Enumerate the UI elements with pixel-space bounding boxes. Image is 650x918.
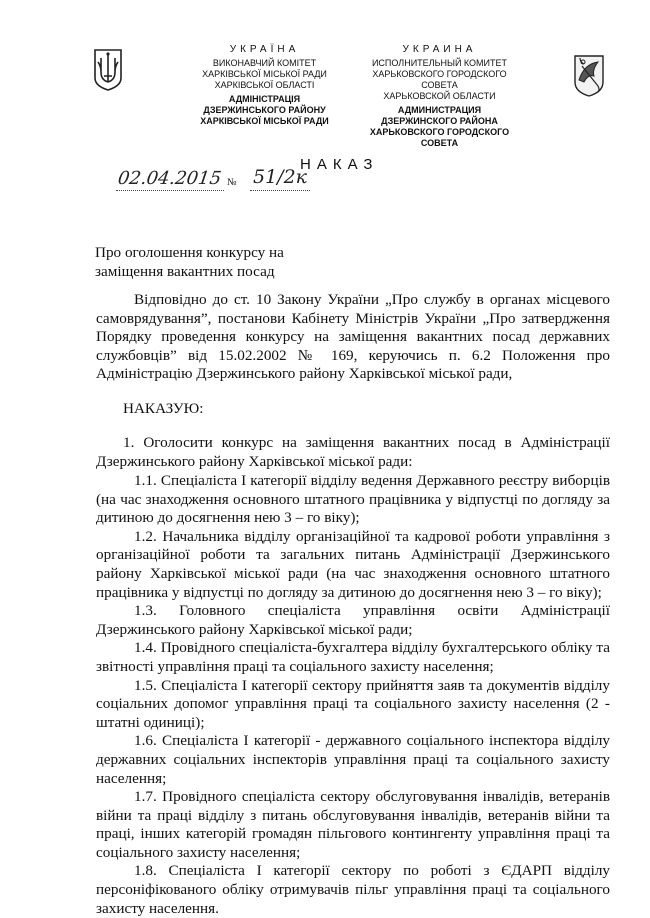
- decree-word: НАКАЗУЮ:: [123, 400, 204, 417]
- country-name: УКРАЇНА: [229, 44, 300, 55]
- subject-line: Про оголошення конкурсу на: [95, 244, 284, 261]
- order-number: 51/2к: [253, 166, 308, 188]
- list-item: 1.3. Головного спеціаліста управління освіти Адміністрації Дзержинського району Харківської міської ради;: [96, 602, 610, 638]
- date-underline: [116, 190, 224, 191]
- administration-line: ХАРКІВСЬКОЇ МІСЬКОЇ РАДИ: [200, 116, 329, 126]
- intro-paragraph: 1. Оголосити конкурс на заміщення вакантних посад в Адміністрації Дзержинського району Харківської міської ради:: [96, 434, 610, 470]
- vacancy-list: [96, 472, 610, 918]
- list-item: 1.1. Спеціаліста І категорії відділу ведення Державного реєстру виборців (на час знаходження основного штатного працівника у відпустці по догляду за дитиною до досягнення нею 3 – го віку);: [96, 472, 610, 527]
- committee-line: ХАРКІВСЬКОЇ МІСЬКОЇ РАДИ: [202, 69, 327, 79]
- administration-line: АДМИНИСТРАЦИЯ: [397, 105, 482, 115]
- kharkiv-coat-of-arms-icon: [572, 52, 606, 98]
- subject-line: заміщення вакантних посад: [95, 262, 275, 280]
- committee-line: ИСПОЛНИТЕЛЬНЫЙ КОМИТЕТ: [371, 58, 508, 68]
- number-underline: [250, 190, 310, 191]
- list-item: 1.2. Начальника відділу організаційної та кадрової роботи управління з організаційної роботи та загальних питань Адміністрації Дзержинського району Харківської міської ради (на час знаходження основного штатного працівника у відпустці по догляду за дитиною до досягнення нею 3 – го віку);: [96, 527, 610, 601]
- administration-line: ДЗЕРЖИНСЬКОГО РАЙОНУ: [203, 105, 326, 115]
- administration-line: ДЗЕРЖИНСКОГО РАЙОНА: [381, 116, 498, 126]
- list-item: 1.6. Спеціаліста І категорії - державного соціального інспектора відділу державних соціальних інспекторів управління праці та соціального захисту населення;: [96, 732, 610, 787]
- list-item: 1.7. Провідного спеціаліста сектору обслуговування інвалідів, ветеранів війни та праці відділу з питань обслуговування інвалідів, ветеранів війни та праці, інших категорій громадян пільгового контингенту управління праці та соціального захисту населення;: [96, 788, 610, 861]
- country-name: УКРАИНА: [402, 44, 477, 55]
- header-russian: [357, 44, 522, 149]
- list-item: 1.4. Провідного спеціаліста-бухгалтера відділу бухгалтерського обліку та звітності управління праці та соціального захисту населення;: [96, 639, 610, 675]
- ukraine-coat-of-arms-icon: [93, 48, 123, 92]
- preamble-paragraph: Відповідно до ст. 10 Закону України „Про службу в органах місцевого самоврядування”, постанови Кабінету Міністрів України „Про затвердження Порядку проведення конкурсу на заміщення вакантних посад державних службовців” від 15.02.2002 № 169, керуючись п. 6.2 Положення про Адміністрацію Дзержинського району Харківської міської ради,: [96, 291, 610, 383]
- committee-line: ВИКОНАВЧИЙ КОМІТЕТ: [212, 58, 317, 68]
- committee-line: ХАРЬКОВСКОГО ГОРОДСКОГО СОВЕТА: [372, 69, 507, 90]
- list-item: 1.8. Спеціаліста І категорії сектору по роботі з ЄДАРП відділу персоніфікованого обліку отримувачів пільг управління праці та соціального захисту населення.: [96, 862, 610, 917]
- header-ukrainian: [182, 44, 347, 127]
- order-subject: [95, 244, 355, 281]
- committee-line: ХАРЬКОВСКОЙ ОБЛАСТИ: [383, 91, 496, 101]
- list-item: 1.5. Спеціаліста І категорії сектору прийняття заяв та документів відділу соціальних допомог управління праці та соціального захисту населення (2 - штатні одиниці);: [96, 676, 610, 731]
- committee-line: ХАРКІВСЬКОЇ ОБЛАСТІ: [214, 80, 315, 90]
- order-date: 02.04.2015: [116, 168, 223, 189]
- administration-line: ХАРЬКОВСКОГО ГОРОДСКОГО СОВЕТА: [369, 127, 510, 148]
- document-title: НАКАЗ: [300, 156, 379, 173]
- administration-line: АДМІНІСТРАЦІЯ: [228, 94, 301, 104]
- number-sign: №: [227, 177, 237, 188]
